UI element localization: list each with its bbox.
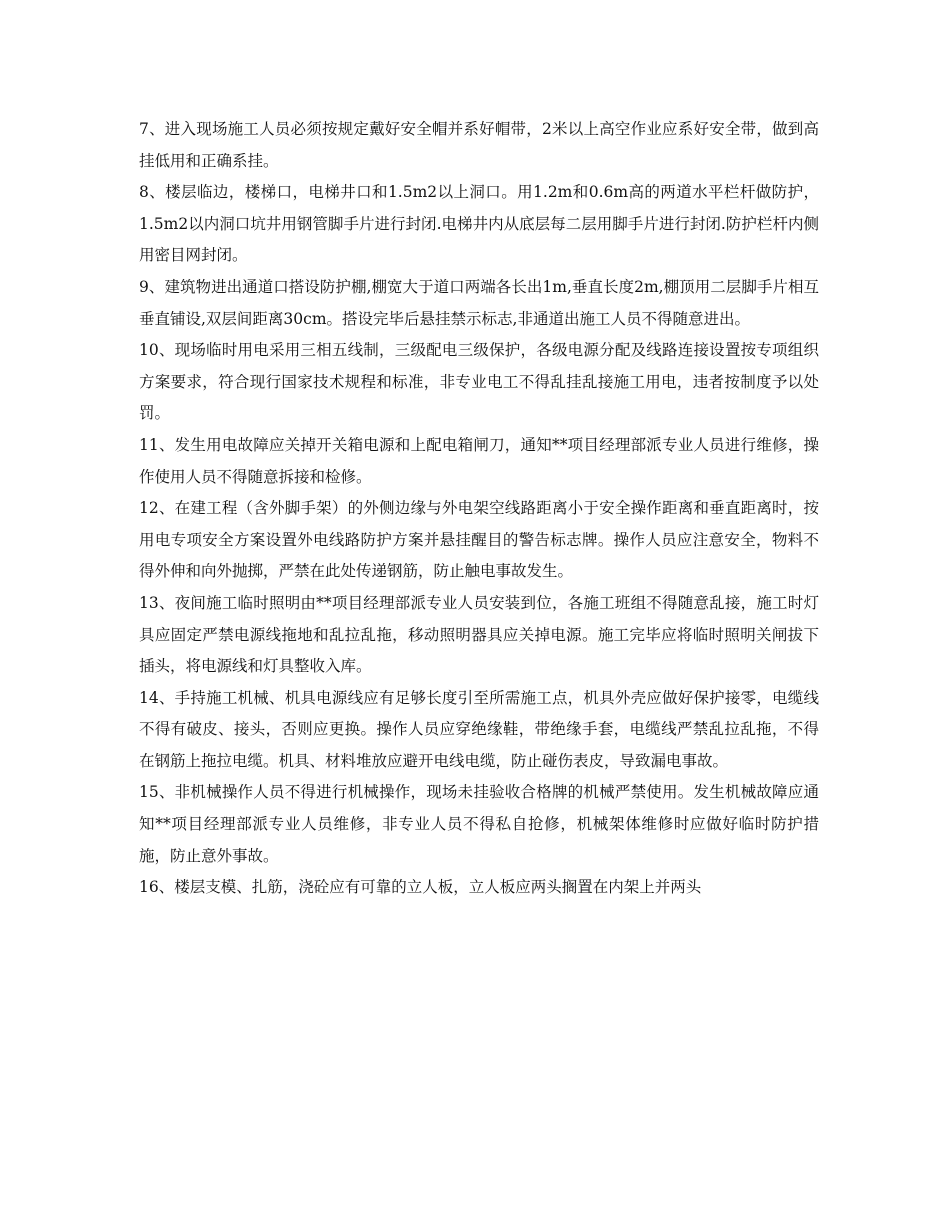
paragraph-11: 11、发生用电故障应关掉开关箱电源和上配电箱闸刀，通知**项目经理部派专业人员进行维修，操作使用人员不得随意拆接和检修。 — [139, 435, 819, 486]
paragraph-13: 13、夜间施工临时照明由**项目经理部派专业人员安装到位，各施工班组不得随意乱接，施工时灯具应固定严禁电源线拖地和乱拉乱拖，移动照明器具应关掉电源。施工完毕应将临时照明关闸拔下插头，将电源线和灯具整收入库。 — [139, 593, 819, 676]
document-body — [139, 114, 819, 904]
paragraph-9: 9、建筑物进出通道口搭设防护棚,棚宽大于道口两端各长出1m,垂直长度2m,棚顶用二层脚手片相互垂直铺设,双层间距离30cm。搭设完毕后悬挂禁示标志,非通道出施工人员不得随意进出。 — [139, 277, 819, 328]
paragraph-8: 8、楼层临边，楼梯口，电梯井口和1.5m2以上洞口。用1.2m和0.6m高的两道水平栏杆做防护，1.5m2以内洞口坑井用钢管脚手片进行封闭.电梯井内从底层每二层用脚手片进行封闭.防护栏杆内侧用密目网封闭。 — [139, 183, 819, 265]
paragraph-10: 10、现场临时用电采用三相五线制，三级配电三级保护，各级电源分配及线路连接设置按专项组织方案要求，符合现行国家技术规程和标准，非专业电工不得乱挂乱接施工用电，违者按制度予以处罚。 — [139, 341, 819, 423]
paragraph-7: 7、进入现场施工人员必须按规定戴好安全帽并系好帽带，2米以上高空作业应系好安全带，做到高挂低用和正确系挂。 — [139, 120, 819, 170]
paragraph-14: 14、手持施工机械、机具电源线应有足够长度引至所需施工点，机具外壳应做好保护接零，电缆线不得有破皮、接头，否则应更换。操作人员应穿绝缘鞋，带绝缘手套，电缆线严禁乱拉乱拖，不得在钢筋上拖拉电缆。机具、材料堆放应避开电线电缆，防止碰伤表皮，导致漏电事故。 — [139, 688, 819, 770]
paragraph-12: 12、在建工程（含外脚手架）的外侧边缘与外电架空线路距离小于安全操作距离和垂直距离时，按用电专项安全方案设置外电线路防护方案并悬挂醒目的警告标志牌。操作人员应注意安全，物料不得外伸和向外抛掷，严禁在此处传递钢筋，防止触电事故发生。 — [139, 499, 819, 581]
paragraph-16: 16、楼层支模、扎筋，浇砼应有可靠的立人板，立人板应两头搁置在内架上并两头 — [139, 878, 702, 897]
paragraph-15: 15、非机械操作人员不得进行机械操作，现场未挂验收合格牌的机械严禁使用。发生机械故障应通知**项目经理部派专业人员维修，非专业人员不得私自抢修，机械架体维修时应做好临时防护措施，防止意外事故。 — [139, 783, 819, 865]
